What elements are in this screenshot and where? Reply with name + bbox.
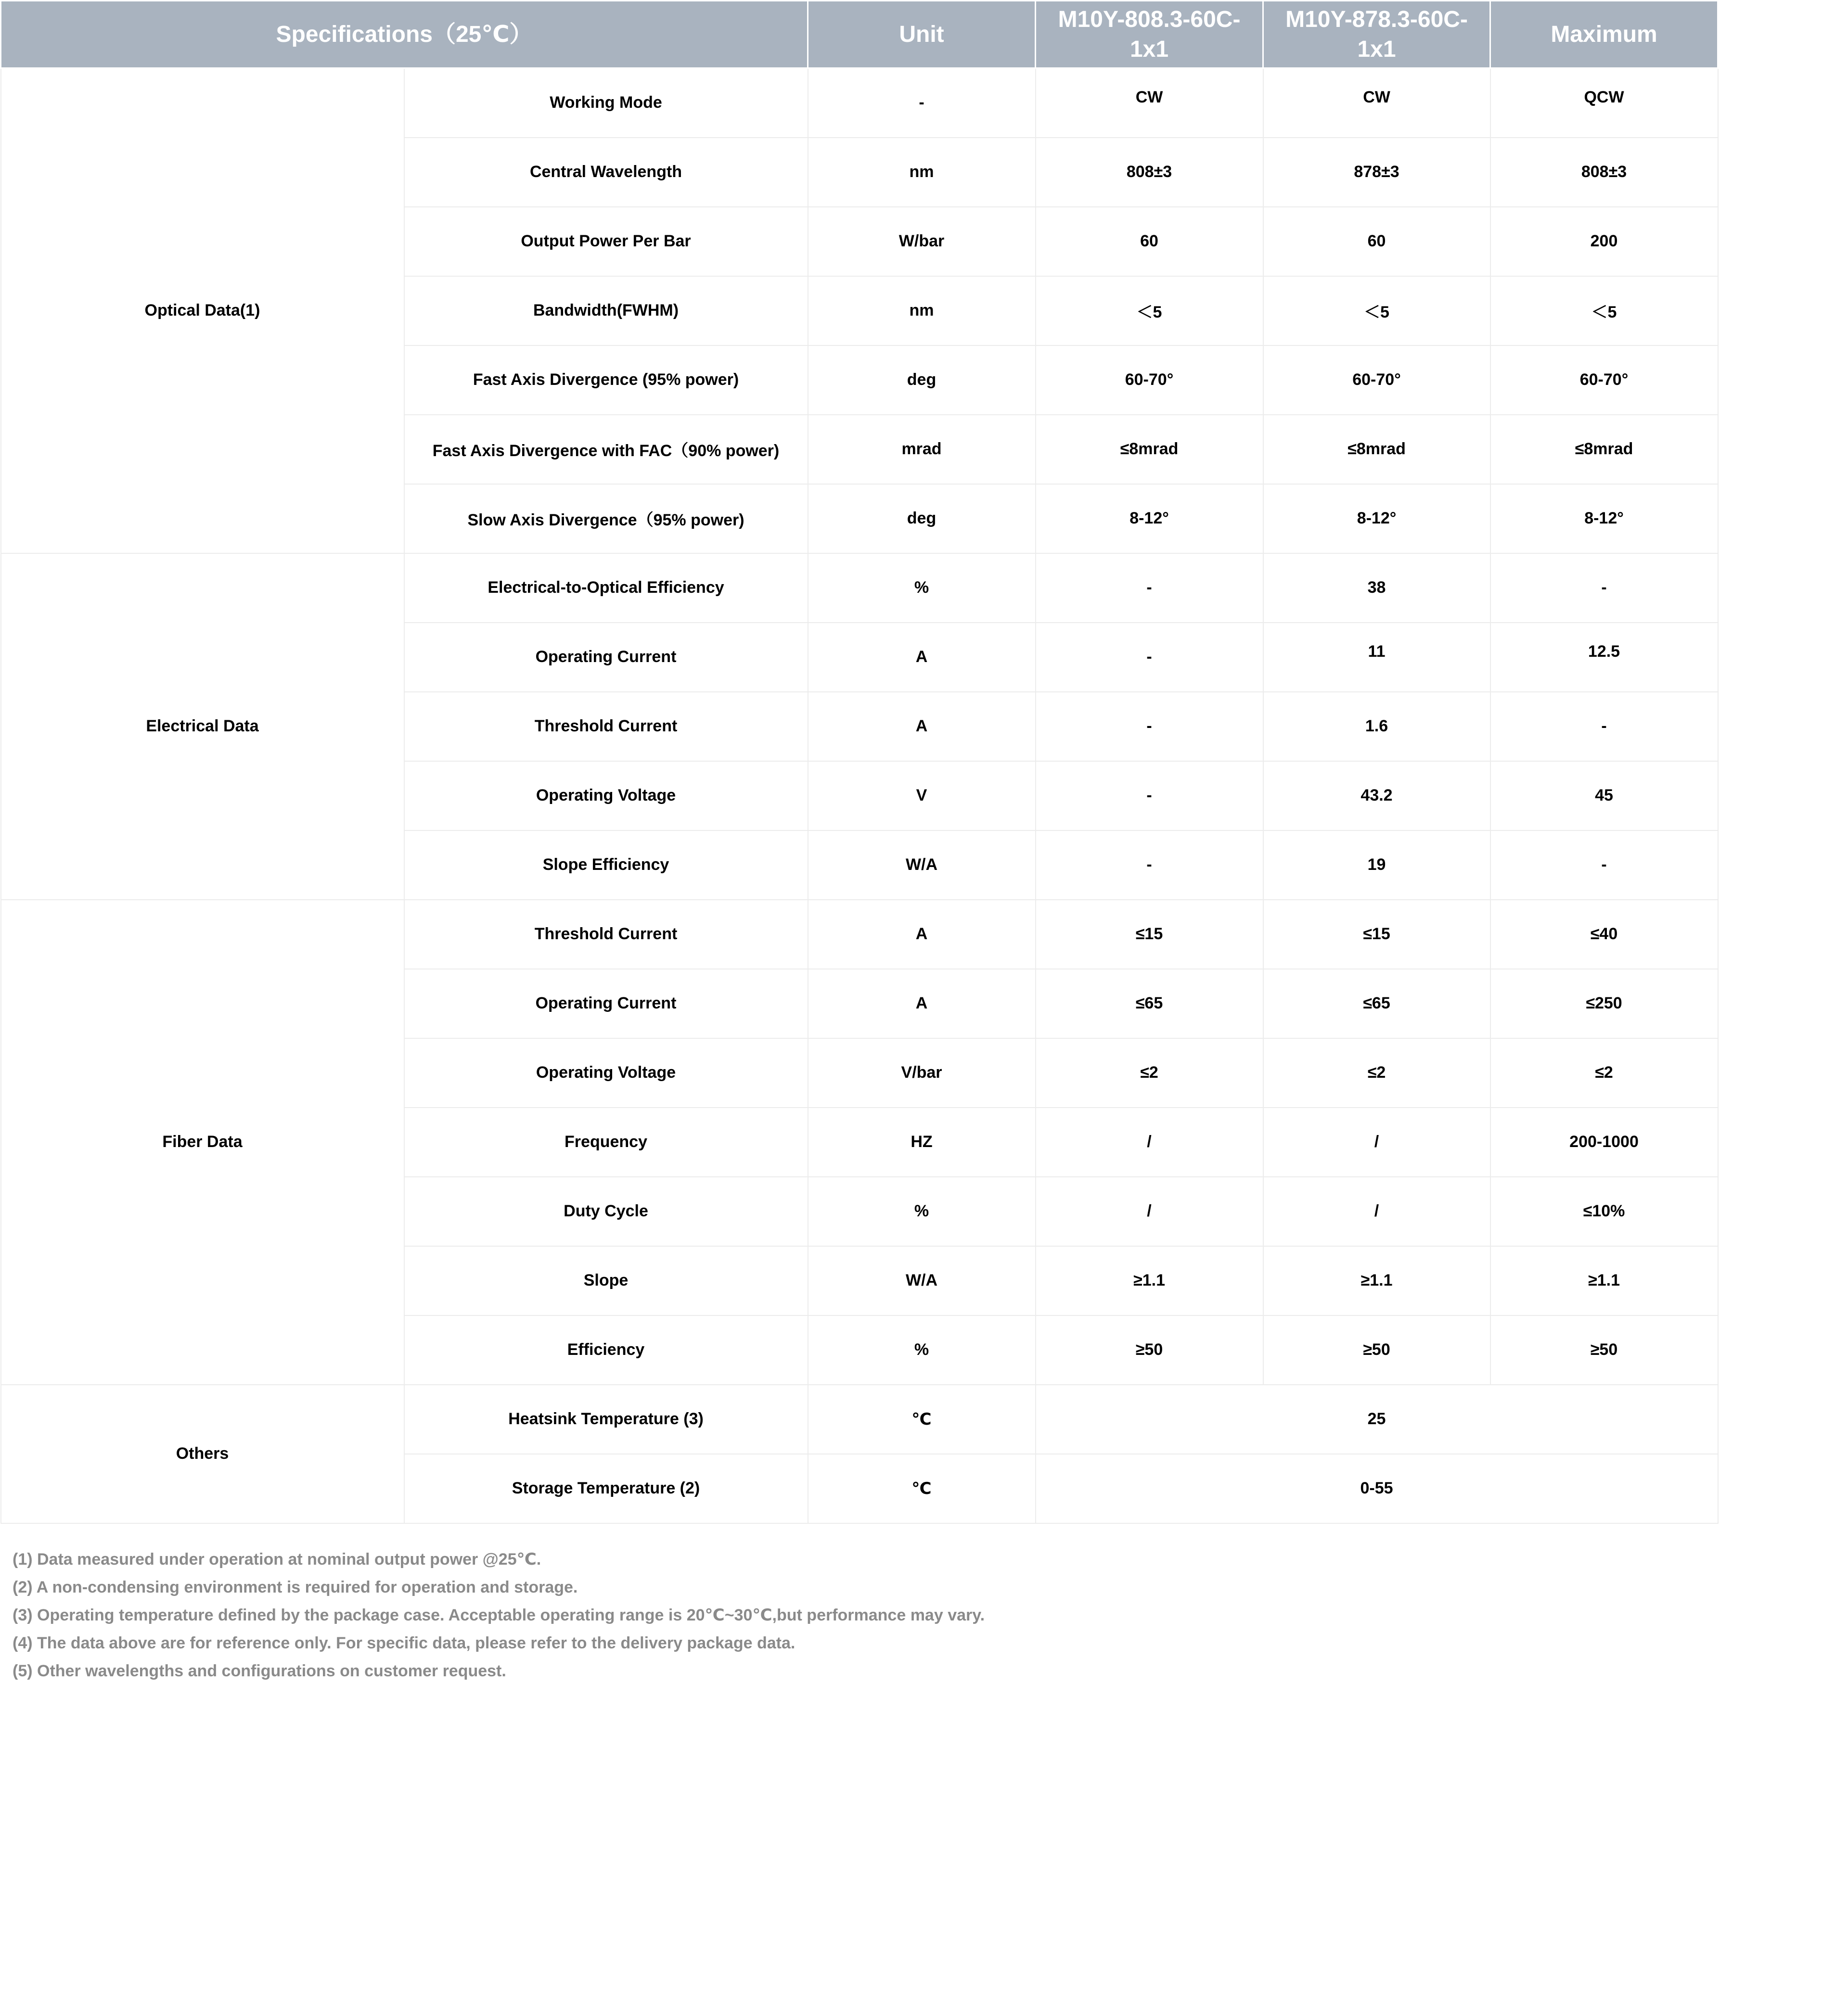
value-cell: ≥50	[1263, 1315, 1490, 1385]
footnote: (2) A non-condensing environment is required for operation and storage.	[13, 1578, 578, 1596]
unit-cell: %	[808, 1315, 1036, 1385]
unit-cell: W/A	[808, 830, 1036, 900]
value-cell: 200-1000	[1490, 1108, 1718, 1177]
unit-cell: W/bar	[808, 207, 1036, 276]
group-label-others: Others	[1, 1385, 404, 1523]
unit-cell: deg	[808, 345, 1036, 415]
value-cell: 11	[1263, 623, 1490, 692]
value-cell: -	[1036, 830, 1263, 900]
header-unit: Unit	[808, 1, 1036, 68]
value-cell: CW	[1036, 68, 1263, 138]
unit-cell: A	[808, 692, 1036, 761]
value-cell: ≤10%	[1490, 1177, 1718, 1246]
unit-cell: nm	[808, 138, 1036, 207]
unit-cell: A	[808, 969, 1036, 1038]
value-cell: -	[1490, 830, 1718, 900]
value-cell: -	[1036, 623, 1263, 692]
footnote: (5) Other wavelengths and configurations on customer request.	[13, 1662, 506, 1680]
value-cell: 8-12°	[1263, 484, 1490, 553]
value-cell: 1.6	[1263, 692, 1490, 761]
value-cell: ≤65	[1263, 969, 1490, 1038]
value-cell: -	[1036, 692, 1263, 761]
value-cell: 43.2	[1263, 761, 1490, 830]
param-cell: Frequency	[404, 1108, 808, 1177]
value-cell: ≥1.1	[1036, 1246, 1263, 1315]
value-cell: ≤2	[1490, 1038, 1718, 1108]
value-cell: 60-70°	[1036, 345, 1263, 415]
param-cell: Efficiency	[404, 1315, 808, 1385]
value-cell: 60-70°	[1490, 345, 1718, 415]
value-cell: ≤250	[1490, 969, 1718, 1038]
param-cell: Heatsink Temperature (3)	[404, 1385, 808, 1454]
value-cell: 0-55	[1036, 1454, 1718, 1523]
group-label-fiber: Fiber Data	[1, 900, 404, 1385]
value-cell: /	[1036, 1177, 1263, 1246]
header-specifications: Specifications（25℃）	[1, 1, 808, 68]
unit-cell: ℃	[808, 1454, 1036, 1523]
param-cell: Slope Efficiency	[404, 830, 808, 900]
value-cell: QCW	[1490, 68, 1718, 138]
table-row	[1, 68, 1718, 138]
value-cell: 60	[1036, 207, 1263, 276]
value-cell: ≥1.1	[1263, 1246, 1490, 1315]
header-model-808: M10Y-808.3-60C-1x1	[1036, 1, 1263, 68]
value-cell: /	[1263, 1108, 1490, 1177]
value-cell: ≤2	[1036, 1038, 1263, 1108]
unit-cell: %	[808, 1177, 1036, 1246]
header-maximum: Maximum	[1490, 1, 1718, 68]
unit-cell: ℃	[808, 1385, 1036, 1454]
param-cell: Electrical-to-Optical Efficiency	[404, 553, 808, 623]
param-cell: Working Mode	[404, 68, 808, 138]
value-cell: 19	[1263, 830, 1490, 900]
param-cell: Central Wavelength	[404, 138, 808, 207]
unit-cell: HZ	[808, 1108, 1036, 1177]
value-cell: 60	[1263, 207, 1490, 276]
value-cell: ≤15	[1036, 900, 1263, 969]
value-cell: /	[1036, 1108, 1263, 1177]
footnotes	[13, 1545, 1697, 1685]
param-cell: Duty Cycle	[404, 1177, 808, 1246]
unit-cell: A	[808, 623, 1036, 692]
value-cell: ＜5	[1490, 276, 1718, 345]
value-cell: -	[1490, 692, 1718, 761]
param-cell: Operating Current	[404, 623, 808, 692]
unit-cell: V	[808, 761, 1036, 830]
value-cell: /	[1263, 1177, 1490, 1246]
param-cell: Fast Axis Divergence (95% power)	[404, 345, 808, 415]
param-cell: Threshold Current	[404, 900, 808, 969]
value-cell: ＜5	[1263, 276, 1490, 345]
unit-cell: W/A	[808, 1246, 1036, 1315]
group-label-optical: Optical Data(1)	[1, 68, 404, 553]
param-cell: Slow Axis Divergence（95% power)	[404, 484, 808, 553]
value-cell: ≤8mrad	[1036, 415, 1263, 484]
value-cell: 808±3	[1036, 138, 1263, 207]
param-cell: Slope	[404, 1246, 808, 1315]
value-cell: 808±3	[1490, 138, 1718, 207]
footnote: (3) Operating temperature defined by the package case. Acceptable operating range is 20℃~30℃,but performance may vary.	[13, 1606, 985, 1624]
param-cell: Storage Temperature (2)	[404, 1454, 808, 1523]
value-cell: 45	[1490, 761, 1718, 830]
param-cell: Operating Voltage	[404, 1038, 808, 1108]
value-cell: ≤8mrad	[1490, 415, 1718, 484]
unit-cell: deg	[808, 484, 1036, 553]
footnote: (1) Data measured under operation at nominal output power @25℃.	[13, 1550, 541, 1569]
unit-cell: V/bar	[808, 1038, 1036, 1108]
value-cell: -	[1036, 553, 1263, 623]
value-cell: ≤8mrad	[1263, 415, 1490, 484]
value-cell: ≤65	[1036, 969, 1263, 1038]
value-cell: 878±3	[1263, 138, 1490, 207]
param-cell: Threshold Current	[404, 692, 808, 761]
value-cell: ≤15	[1263, 900, 1490, 969]
unit-cell: mrad	[808, 415, 1036, 484]
value-cell: ≥50	[1036, 1315, 1263, 1385]
header-row	[1, 1, 1718, 68]
value-cell: ≤40	[1490, 900, 1718, 969]
table-row	[1, 553, 1718, 623]
value-cell: -	[1490, 553, 1718, 623]
value-cell: 8-12°	[1036, 484, 1263, 553]
param-cell: Bandwidth(FWHM)	[404, 276, 808, 345]
table-row	[1, 1385, 1718, 1454]
value-cell: ≥1.1	[1490, 1246, 1718, 1315]
footnote: (4) The data above are for reference only. For specific data, please refer to the delivery package data.	[13, 1634, 796, 1652]
param-cell: Operating Current	[404, 969, 808, 1038]
value-cell: 60-70°	[1263, 345, 1490, 415]
unit-cell: nm	[808, 276, 1036, 345]
value-cell: ≥50	[1490, 1315, 1718, 1385]
param-cell: Operating Voltage	[404, 761, 808, 830]
value-cell: ＜5	[1036, 276, 1263, 345]
header-model-878: M10Y-878.3-60C-1x1	[1263, 1, 1490, 68]
unit-cell: -	[808, 68, 1036, 138]
table-row	[1, 900, 1718, 969]
value-cell: CW	[1263, 68, 1490, 138]
value-cell: 25	[1036, 1385, 1718, 1454]
value-cell: 38	[1263, 553, 1490, 623]
value-cell: 12.5	[1490, 623, 1718, 692]
value-cell: -	[1036, 761, 1263, 830]
unit-cell: A	[808, 900, 1036, 969]
unit-cell: %	[808, 553, 1036, 623]
param-cell: Output Power Per Bar	[404, 207, 808, 276]
group-label-electrical: Electrical Data	[1, 553, 404, 900]
value-cell: ≤2	[1263, 1038, 1490, 1108]
value-cell: 8-12°	[1490, 484, 1718, 553]
param-cell: Fast Axis Divergence with FAC（90% power)	[404, 415, 808, 484]
value-cell: 200	[1490, 207, 1718, 276]
